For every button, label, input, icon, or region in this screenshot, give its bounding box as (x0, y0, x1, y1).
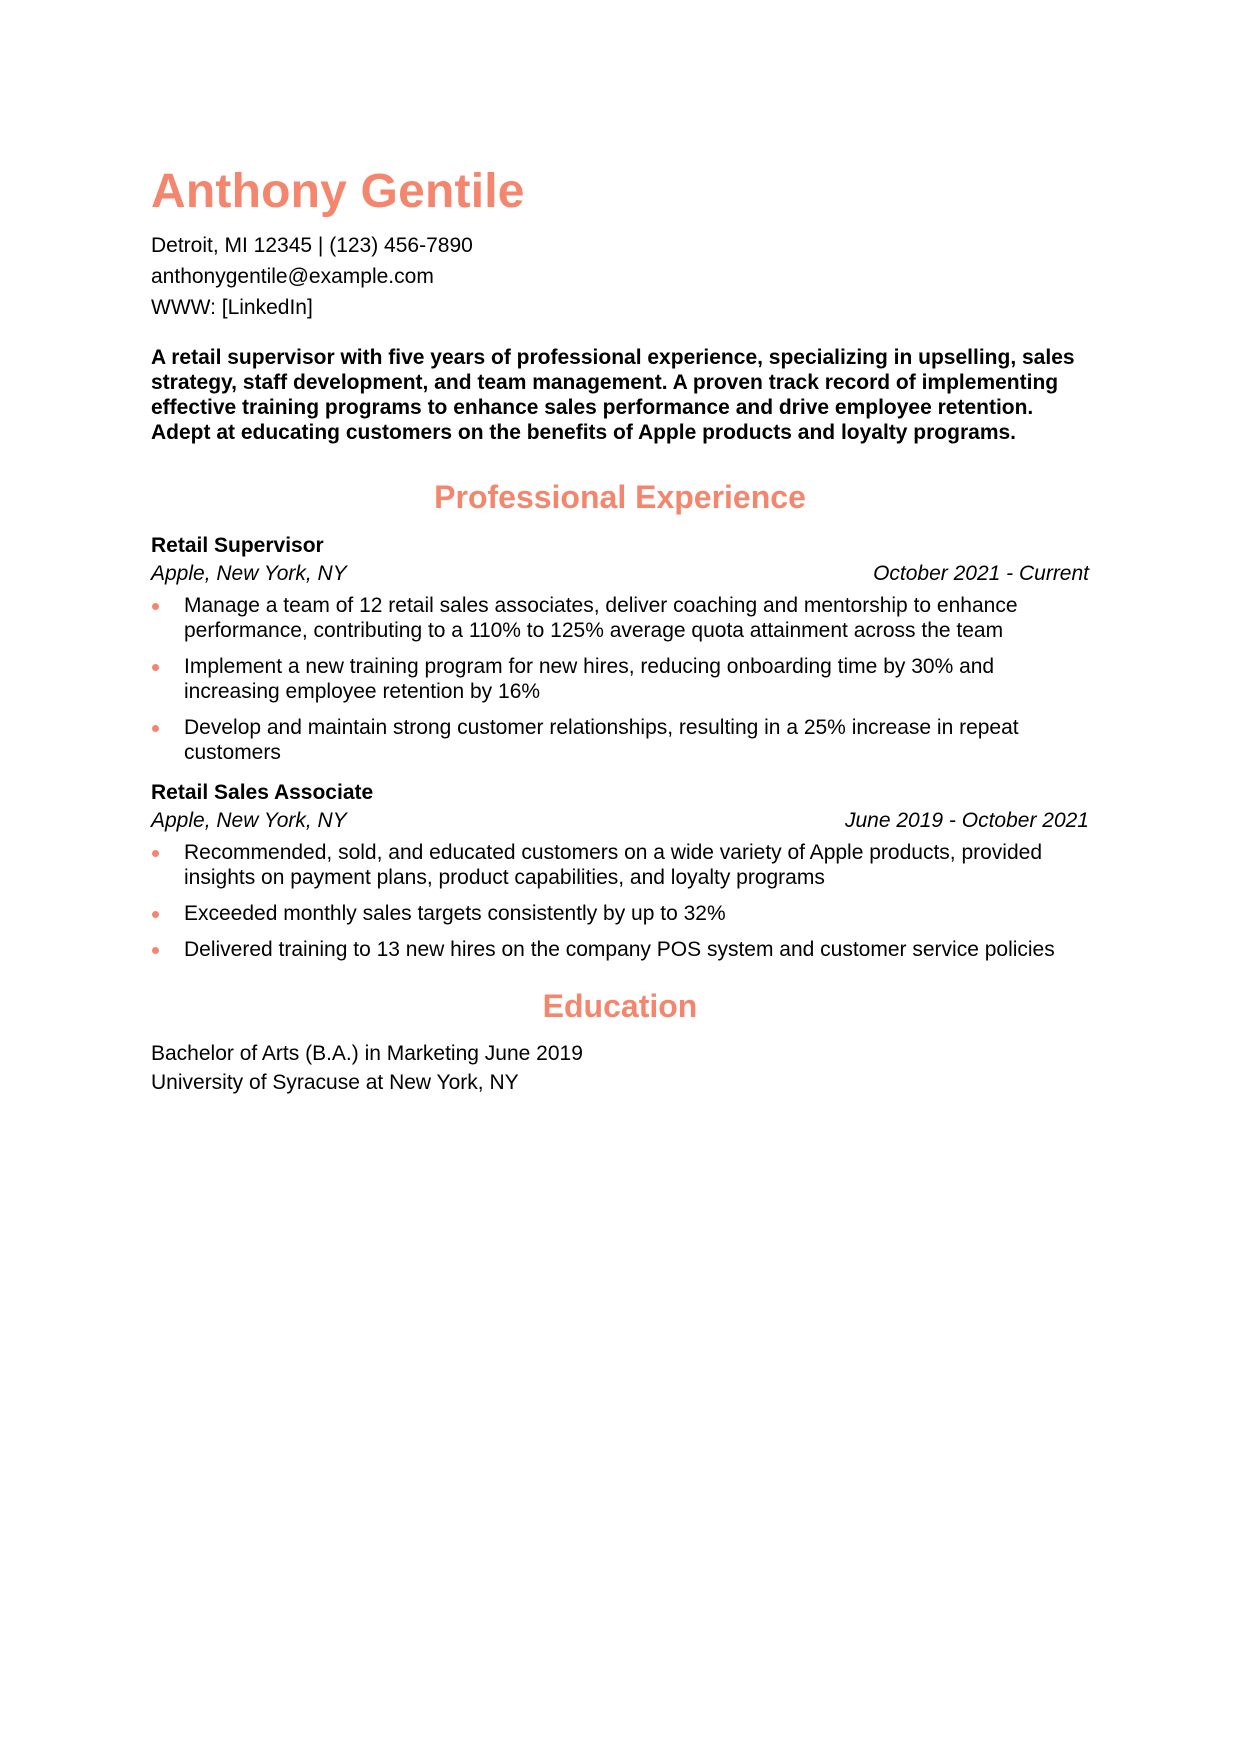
education-school: University of Syracuse at New York, NY (151, 1071, 519, 1094)
bullet-dot-icon (152, 603, 159, 610)
job-dates: October 2021 - Current (873, 562, 1089, 585)
job-meta (151, 806, 1089, 836)
experience-heading: Professional Experience (434, 479, 806, 515)
job-company: Apple, New York, NY (151, 562, 347, 585)
bullet-item (151, 937, 1089, 962)
education-heading: Education (542, 988, 698, 1024)
contact-email: anthonygentile@example.com (151, 265, 434, 288)
job-entry (151, 779, 1089, 962)
bullet-text: Recommended, sold, and educated customers on a wide variety of Apple products, provided insights on payment plans, product capabilities, and loyalty programs (184, 841, 1042, 889)
contact-location-phone: Detroit, MI 12345 | (123) 456-7890 (151, 234, 473, 257)
job-bullets (151, 840, 1089, 962)
education-degree: Bachelor of Arts (B.A.) in Marketing June 2019 (151, 1042, 583, 1065)
bullet-dot-icon (152, 664, 159, 671)
job-title: Retail Supervisor (151, 534, 324, 557)
bullet-dot-icon (152, 947, 159, 954)
bullet-item (151, 593, 1089, 643)
job-meta (151, 559, 1089, 589)
bullet-text: Manage a team of 12 retail sales associates, deliver coaching and mentorship to enhance performance, contributing to a 110% to 125% average quota attainment across the team (184, 594, 1018, 642)
bullet-item (151, 901, 1089, 926)
bullet-dot-icon (152, 911, 159, 918)
bullet-dot-icon (152, 850, 159, 857)
job-title: Retail Sales Associate (151, 781, 374, 804)
bullet-item (151, 715, 1089, 765)
resume-page (151, 165, 1089, 1097)
job-dates: June 2019 - October 2021 (844, 809, 1089, 832)
education-block (151, 1039, 1089, 1097)
contact-block (151, 230, 1089, 323)
bullet-dot-icon (152, 725, 159, 732)
job-bullets (151, 593, 1089, 765)
bullet-text: Implement a new training program for new hires, reducing onboarding time by 30% and increasing employee retention by 16% (184, 655, 995, 703)
professional-summary: A retail supervisor with five years of professional experience, specializing in upselling, sales strategy, staff development, and team management. A proven track record of implementing effective training programs to enhance sales performance and drive employee retention. Adept at educating customers on the benefits of Apple products and loyalty programs. (151, 346, 1075, 444)
job-company: Apple, New York, NY (151, 809, 347, 832)
candidate-name: Anthony Gentile (151, 165, 525, 218)
bullet-text: Exceeded monthly sales targets consistently by up to 32% (184, 902, 726, 925)
bullet-text: Develop and maintain strong customer relationships, resulting in a 25% increase in repeat customers (184, 716, 1019, 764)
bullet-item (151, 840, 1089, 890)
bullet-item (151, 654, 1089, 704)
job-entry (151, 532, 1089, 765)
contact-website: WWW: [LinkedIn] (151, 296, 313, 319)
bullet-text: Delivered training to 13 new hires on the company POS system and customer service policies (184, 938, 1055, 961)
